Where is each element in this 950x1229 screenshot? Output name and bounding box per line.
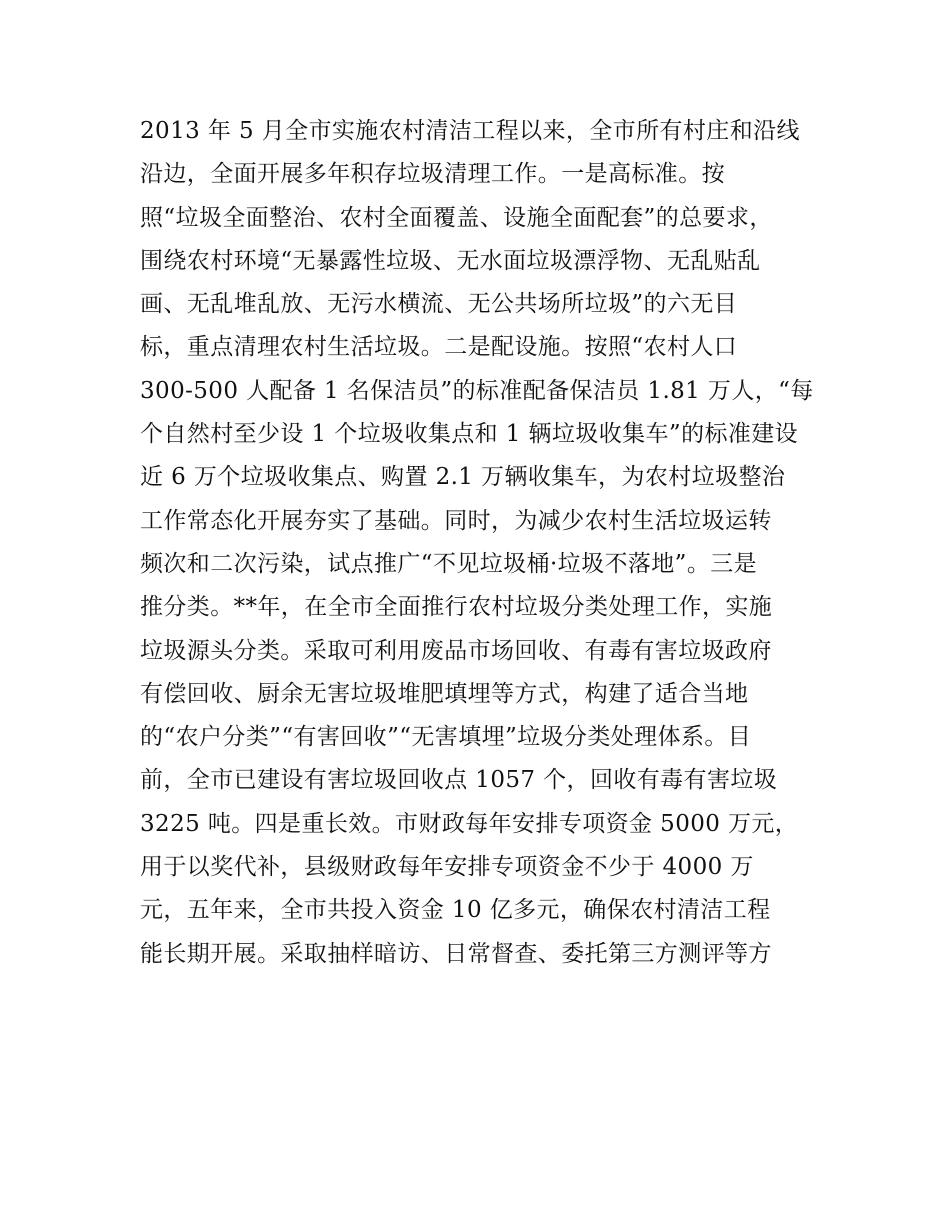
text-line: 照“垃圾全面整治、农村全面覆盖、设施全面配套”的总要求， <box>140 204 773 231</box>
text-line: 垃圾源头分类。采取可利用废品市场回收、有毒有害垃圾政府 <box>140 637 772 664</box>
text-line: 的“农户分类”“有害回收”“无害填埋”垃圾分类处理体系。目 <box>140 724 752 751</box>
text-line: 推分类。**年，在全市全面推行农村垃圾分类处理工作，实施 <box>140 594 773 621</box>
text-line: 标，重点清理农村生活垃圾。二是配设施。按照“农村人口 <box>140 334 738 361</box>
text-line: 能长期开展。采取抽样暗访、日常督查、委托第三方测评等方 <box>140 940 772 967</box>
text-line: 有偿回收、厨余无害垃圾堆肥填埋等方式，构建了适合当地 <box>140 680 749 707</box>
text-line: 近 6 万个垃圾收集点、购置 2.1 万辆收集车，为农村垃圾整治 <box>140 464 786 491</box>
body-paragraph <box>140 110 830 976</box>
text-line: 个自然村至少设 1 个垃圾收集点和 1 辆垃圾收集车”的标准建设 <box>140 421 799 448</box>
text-line: 用于以奖代补，县级财政每年安排专项资金不少于 4000 万 <box>140 854 754 881</box>
text-line: 频次和二次污染，试点推广“不见垃圾桶·垃圾不落地”。三是 <box>140 550 758 577</box>
text-line: 前，全市已建设有害垃圾回收点 1057 个，回收有毒有害垃圾 <box>140 767 778 794</box>
text-line: 围绕农村环境“无暴露性垃圾、无水面垃圾漂浮物、无乱贴乱 <box>140 247 761 274</box>
text-line: 2013 年 5 月全市实施农村清洁工程以来，全市所有村庄和沿线 <box>140 118 800 144</box>
text-line: 画、无乱堆乱放、无污水横流、无公共场所垃圾”的六无目 <box>140 291 738 318</box>
text-line: 元，五年来，全市共投入资金 10 亿多元，确保农村清洁工程 <box>140 897 771 924</box>
text-line: 沿边，全面开展多年积存垃圾清理工作。一是高标准。按 <box>140 161 725 188</box>
text-line: 3225 吨。四是重长效。市财政每年安排专项资金 5000 万元， <box>140 810 799 837</box>
text-line: 工作常态化开展夯实了基础。同时，为减少农村生活垃圾运转 <box>140 507 772 534</box>
text-line: 300-500 人配备 1 名保洁员”的标准配备保洁员 1.81 万人，“每 <box>140 377 814 404</box>
